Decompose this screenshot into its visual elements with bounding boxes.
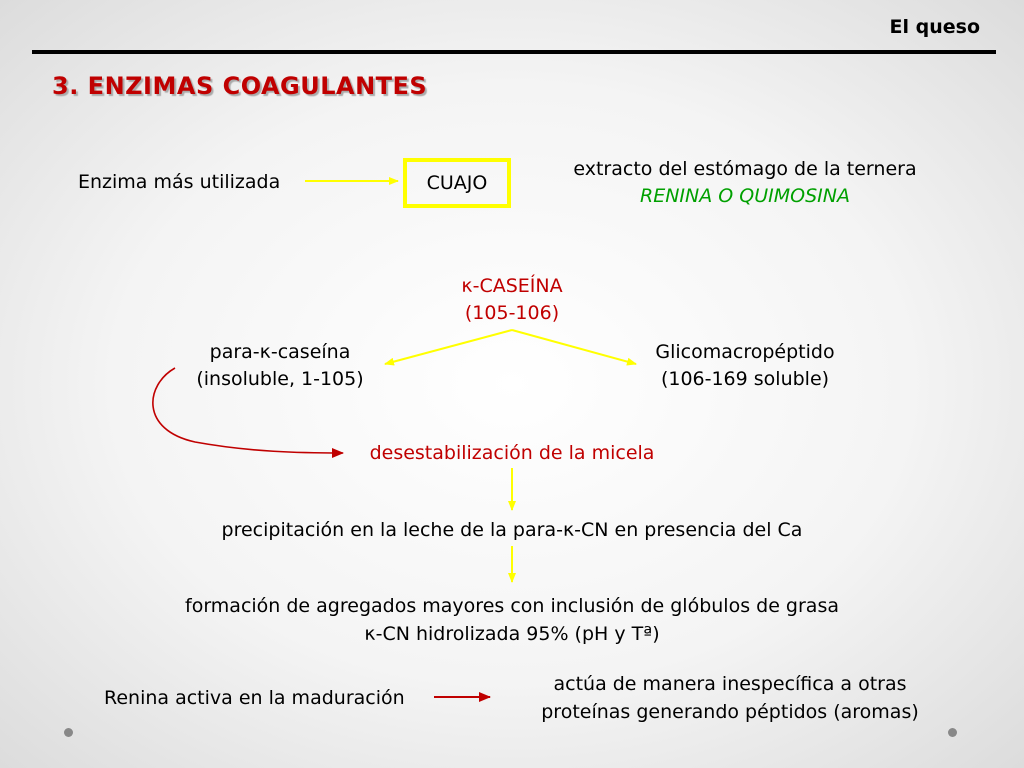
- aggregation-text: formación de agregados mayores con inclusión de glóbulos de grasa: [185, 595, 839, 617]
- slide-corner-dot-right: [948, 728, 957, 737]
- ripening-label: Renina activa en la maduración: [104, 687, 405, 709]
- para-kappa-casein-label: para-κ-caseína: [209, 341, 351, 363]
- precipitation-text: precipitación en la leche de la para-κ-CN en presencia del Ca: [221, 519, 803, 541]
- slide-corner-dot-left: [64, 728, 73, 737]
- cuajo-label: CUAJO: [426, 172, 488, 194]
- para-kappa-casein-detail: (insoluble, 1-105): [196, 368, 364, 390]
- arrow-kappa-to-glico: [512, 330, 636, 364]
- hydrolysis-text: κ-CN hidrolizada 95% (pH y Tª): [364, 623, 660, 645]
- arrow-kappa-to-para: [385, 330, 512, 364]
- renina-quimosina-text: RENINA O QUIMOSINA: [640, 185, 850, 207]
- ripening-effect-line1: actúa de manera inespecífica a otras: [553, 673, 907, 695]
- kappa-casein-title: κ-CASEÍNA: [461, 275, 563, 297]
- enzyme-label: Enzima más utilizada: [78, 171, 281, 193]
- cuajo-box: [403, 158, 511, 208]
- section-title: 3. ENZIMAS COAGULANTES: [52, 72, 428, 100]
- slide-header-title: El queso: [889, 16, 980, 38]
- glicomacropeptido-label: Glicomacropéptido: [655, 341, 835, 363]
- glicomacropeptido-detail: (106-169 soluble): [660, 368, 830, 390]
- enzyme-source-text: extracto del estómago de la ternera: [573, 158, 917, 180]
- destabilization-text: desestabilización de la micela: [369, 442, 655, 464]
- kappa-casein-bond: (105-106): [464, 302, 560, 324]
- ripening-effect-line2: proteínas generando péptidos (aromas): [541, 701, 919, 723]
